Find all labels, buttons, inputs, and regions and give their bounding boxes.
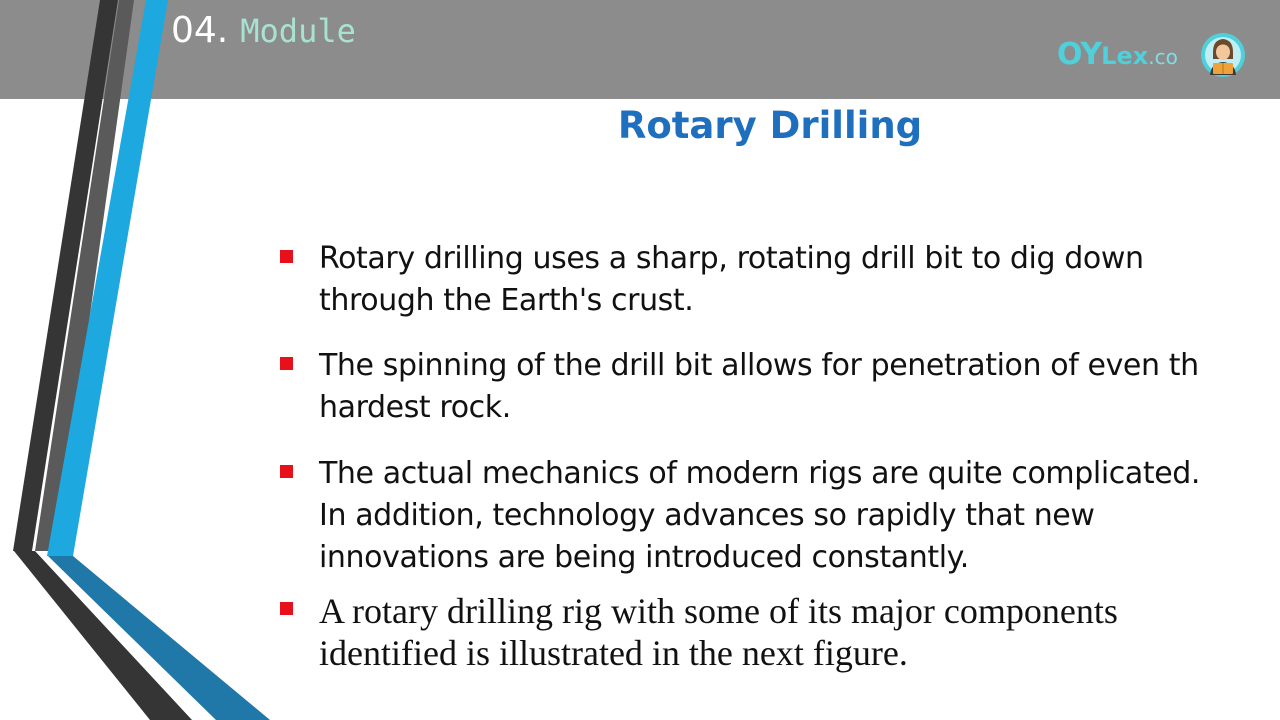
- bullet-item: [280, 238, 1280, 345]
- reader-mascot-icon: [1200, 32, 1246, 78]
- bullet-line: identified is illustrated in the next figure.: [319, 633, 908, 673]
- bullet-text: [319, 238, 1280, 322]
- logo-wordmark: [1057, 37, 1178, 72]
- bullet-line: hardest rock.: [319, 390, 511, 425]
- bullet-line: The actual mechanics of modern rigs are quite complicated.: [319, 456, 1201, 491]
- bullet-line: In addition, technology advances so rapidly that new: [319, 498, 1095, 533]
- bullet-item: [280, 590, 1280, 680]
- bullet-line: The spinning of the drill bit allows for penetration of even th: [319, 348, 1199, 383]
- bullet-item: [280, 453, 1280, 590]
- logo-main: OY: [1057, 37, 1102, 72]
- bullet-square-icon: [280, 357, 293, 370]
- module-label: Module: [240, 12, 356, 50]
- bullet-line: through the Earth's crust.: [319, 283, 694, 318]
- bullet-text: [319, 590, 1280, 674]
- bullet-square-icon: [280, 465, 293, 478]
- bullet-text: [319, 453, 1280, 579]
- slide-title: Rotary Drilling: [617, 104, 923, 147]
- logo-small: Lex: [1101, 42, 1149, 70]
- module-number: 04.: [171, 10, 229, 51]
- bullet-item: [280, 345, 1280, 453]
- bullet-line: A rotary drilling rig with some of its major components: [319, 591, 1118, 631]
- bullet-text: [319, 345, 1280, 429]
- bullet-line: innovations are being introduced constantly.: [319, 540, 969, 575]
- logo-tld: .co: [1148, 45, 1178, 69]
- bullet-square-icon: [280, 602, 293, 615]
- bullet-list: [280, 238, 1280, 680]
- bullet-square-icon: [280, 250, 293, 263]
- module-heading: [171, 10, 356, 60]
- bullet-line: Rotary drilling uses a sharp, rotating drill bit to dig down: [319, 241, 1144, 276]
- brand-logo: [1057, 32, 1272, 82]
